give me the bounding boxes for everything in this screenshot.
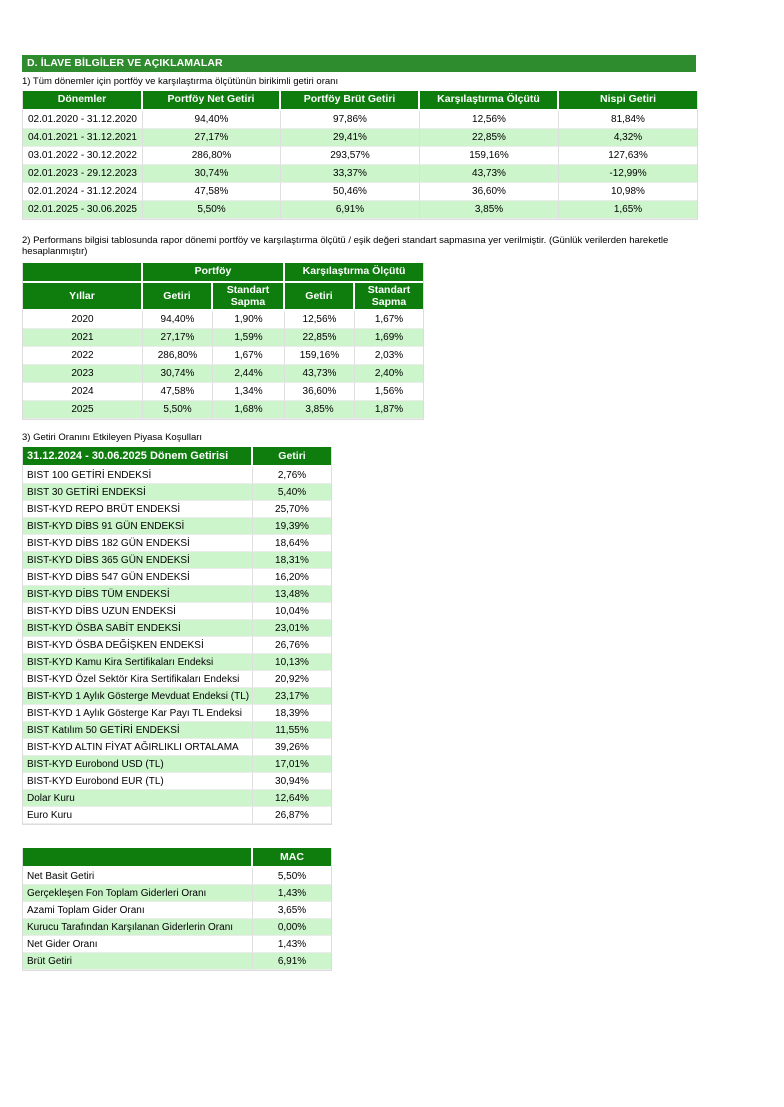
additional-info-section [22, 55, 696, 971]
table-cell: 43,73% [285, 365, 355, 383]
table-cell: 2,76% [253, 467, 331, 484]
table-row [23, 586, 331, 603]
table-cell: 94,40% [143, 111, 281, 129]
table-header-rows [23, 263, 423, 311]
table-cell: 1,56% [355, 383, 423, 401]
table-cell: 1,43% [253, 936, 331, 953]
table-cell: BIST-KYD REPO BRÜT ENDEKSİ [23, 501, 253, 518]
group-header-portfolio: Portföy [143, 263, 285, 283]
table-cell: 159,16% [420, 147, 559, 165]
table-cell: 47,58% [143, 383, 213, 401]
table-cell: Net Basit Getiri [23, 868, 253, 885]
table-row [23, 347, 423, 365]
table-cell: 1,67% [213, 347, 285, 365]
column-header: Portföy Brüt Getiri [281, 91, 420, 111]
table-cell: 36,60% [420, 183, 559, 201]
table-cell: BIST-KYD DİBS TÜM ENDEKSİ [23, 586, 253, 603]
table-row [23, 129, 697, 147]
table-cell: 4,32% [559, 129, 697, 147]
table-cell: 13,48% [253, 586, 331, 603]
table-cell: 6,91% [281, 201, 420, 219]
table-cell: BIST-KYD Eurobond EUR (TL) [23, 773, 253, 790]
table-cell: BIST-KYD DİBS 182 GÜN ENDEKSİ [23, 535, 253, 552]
table-row [23, 401, 423, 419]
table-cell: 23,17% [253, 688, 331, 705]
table-row [23, 902, 331, 919]
table-cell: BIST-KYD ÖSBA DEĞİŞKEN ENDEKSİ [23, 637, 253, 654]
table-cell: 23,01% [253, 620, 331, 637]
table-cell: 20,92% [253, 671, 331, 688]
table-row [23, 365, 423, 383]
table-cell: 25,70% [253, 501, 331, 518]
table-cell: 6,91% [253, 953, 331, 970]
table-cell: 2021 [23, 329, 143, 347]
column-header: Dönemler [23, 91, 143, 111]
table-cell: 04.01.2021 - 31.12.2021 [23, 129, 143, 147]
column-header: Standart Sapma [355, 283, 423, 311]
table-row [23, 936, 331, 953]
column-header: Getiri [143, 283, 213, 311]
table-cell: 03.01.2022 - 30.12.2022 [23, 147, 143, 165]
table-cell: 36,60% [285, 383, 355, 401]
table-row [23, 329, 423, 347]
table-cell: 10,98% [559, 183, 697, 201]
table-cell: 18,64% [253, 535, 331, 552]
table-cell: 12,64% [253, 790, 331, 807]
table-row [23, 383, 423, 401]
table-row [23, 739, 331, 756]
table-cell: 30,94% [253, 773, 331, 790]
table-cell: 02.01.2025 - 30.06.2025 [23, 201, 143, 219]
table-cell: 1,65% [559, 201, 697, 219]
column-header-empty [23, 848, 253, 868]
table-cell: 159,16% [285, 347, 355, 365]
section-title: D. İLAVE BİLGİLER VE AÇIKLAMALAR [22, 55, 696, 72]
table-cell: 10,04% [253, 603, 331, 620]
group-header-empty [23, 263, 143, 283]
table-row [23, 603, 331, 620]
table-row [23, 885, 331, 902]
table-row [23, 535, 331, 552]
table-cell: 1,34% [213, 383, 285, 401]
note-std-dev-line2: hesaplanmıştır) [22, 246, 88, 257]
table-cell: 02.01.2023 - 29.12.2023 [23, 165, 143, 183]
table-row [23, 552, 331, 569]
table-cell: 2,40% [355, 365, 423, 383]
note-cumulative-returns: 1) Tüm dönemler için portföy ve karşılaştırma ölçütünün birikimli getiri oranı [22, 76, 339, 87]
table-cell: Net Gider Oranı [23, 936, 253, 953]
table-row [23, 569, 331, 586]
table-row [23, 518, 331, 535]
table-cell: 5,50% [253, 868, 331, 885]
table-header-row [23, 848, 331, 868]
table-row [23, 756, 331, 773]
table-cell: 1,69% [355, 329, 423, 347]
table-row [23, 773, 331, 790]
table-row [23, 467, 331, 484]
table-cell: 18,31% [253, 552, 331, 569]
table-cell: 47,58% [143, 183, 281, 201]
column-header: Getiri [285, 283, 355, 311]
table-cell: 16,20% [253, 569, 331, 586]
table-cell: 26,87% [253, 807, 331, 824]
table-cell: 26,76% [253, 637, 331, 654]
table-cell: 22,85% [420, 129, 559, 147]
table-cell: BIST-KYD DİBS 91 GÜN ENDEKSİ [23, 518, 253, 535]
table-row [23, 790, 331, 807]
table-cell: 1,59% [213, 329, 285, 347]
table-cell: 27,17% [143, 329, 213, 347]
table-row [23, 484, 331, 501]
table-cell: Dolar Kuru [23, 790, 253, 807]
table-cell: Brüt Getiri [23, 953, 253, 970]
table-row [23, 654, 331, 671]
table-row [23, 165, 697, 183]
table-cell: 22,85% [285, 329, 355, 347]
table-cell: 2023 [23, 365, 143, 383]
column-header-return: Getiri [253, 447, 331, 467]
table-row [23, 111, 697, 129]
table-cell: 293,57% [281, 147, 420, 165]
table-cell: BIST-KYD ALTIN FİYAT AĞIRLIKLI ORTALAMA [23, 739, 253, 756]
table-cell: 81,84% [559, 111, 697, 129]
table-cell: BIST-KYD DİBS 547 GÜN ENDEKSİ [23, 569, 253, 586]
table-cell: 30,74% [143, 165, 281, 183]
table-row [23, 620, 331, 637]
table-cell: BIST-KYD Özel Sektör Kira Sertifikaları Endeksi [23, 671, 253, 688]
group-header-benchmark: Karşılaştırma Ölçütü [285, 263, 423, 283]
cumulative-returns-table [22, 91, 698, 220]
table-cell: 1,67% [355, 311, 423, 329]
table-row [23, 688, 331, 705]
table-cell: -12,99% [559, 165, 697, 183]
column-header-mac: MAC [253, 848, 331, 868]
table-cell: Kurucu Tarafından Karşılanan Giderlerin Oranı [23, 919, 253, 936]
table-cell: 286,80% [143, 147, 281, 165]
table-header-row [23, 447, 331, 467]
table-cell: 94,40% [143, 311, 213, 329]
table-cell: BIST-KYD Eurobond USD (TL) [23, 756, 253, 773]
table-header-row [23, 91, 697, 111]
table-row [23, 311, 423, 329]
table-cell: 3,85% [420, 201, 559, 219]
table-cell: BIST Katılım 50 GETİRİ ENDEKSİ [23, 722, 253, 739]
table-row [23, 953, 331, 970]
table-cell: 18,39% [253, 705, 331, 722]
table-cell: 33,37% [281, 165, 420, 183]
table-cell: BIST-KYD DİBS UZUN ENDEKSİ [23, 603, 253, 620]
table-cell: 19,39% [253, 518, 331, 535]
table-cell: 1,87% [355, 401, 423, 419]
table-cell: 1,43% [253, 885, 331, 902]
table-row [23, 201, 697, 219]
column-header: Karşılaştırma Ölçütü [420, 91, 559, 111]
note-std-dev [22, 235, 696, 258]
table-row [23, 722, 331, 739]
column-header-period: 31.12.2024 - 30.06.2025 Dönem Getirisi [23, 447, 253, 467]
mac-table [22, 848, 332, 971]
column-header: Yıllar [23, 283, 143, 311]
table-row [23, 807, 331, 824]
table-cell: 02.01.2024 - 31.12.2024 [23, 183, 143, 201]
table-cell: 2024 [23, 383, 143, 401]
table-cell: 97,86% [281, 111, 420, 129]
market-conditions-table [22, 447, 332, 825]
table-cell: 27,17% [143, 129, 281, 147]
table-row [23, 183, 697, 201]
table-cell: BIST-KYD DİBS 365 GÜN ENDEKSİ [23, 552, 253, 569]
table-cell: 2022 [23, 347, 143, 365]
table-cell: BIST-KYD Kamu Kira Sertifikaları Endeksi [23, 654, 253, 671]
table-cell: Azami Toplam Gider Oranı [23, 902, 253, 919]
table-cell: 10,13% [253, 654, 331, 671]
column-header: Portföy Net Getiri [143, 91, 281, 111]
table-cell: 39,26% [253, 739, 331, 756]
table-row [23, 705, 331, 722]
table-cell: BIST-KYD 1 Aylık Gösterge Kar Payı TL Endeksi [23, 705, 253, 722]
table-row [23, 919, 331, 936]
table-row [23, 501, 331, 518]
column-header: Standart Sapma [213, 283, 285, 311]
table-cell: 3,65% [253, 902, 331, 919]
table-cell: 43,73% [420, 165, 559, 183]
table-cell: Euro Kuru [23, 807, 253, 824]
table-cell: BIST-KYD ÖSBA SABİT ENDEKSİ [23, 620, 253, 637]
table-cell: BIST 100 GETİRİ ENDEKSİ [23, 467, 253, 484]
table-cell: 29,41% [281, 129, 420, 147]
table-row [23, 671, 331, 688]
table-row [23, 868, 331, 885]
std-dev-table [22, 263, 424, 420]
table-cell: 0,00% [253, 919, 331, 936]
table-cell: BIST-KYD 1 Aylık Gösterge Mevduat Endeksi (TL) [23, 688, 253, 705]
note-std-dev-line1: 2) Performans bilgisi tablosunda rapor dönemi portföy ve karşılaştırma ölçütü / eşik değeri standart sapmasına yer verilmiştir. (Günlük verilerden hareketle [22, 234, 669, 246]
table-cell: Gerçekleşen Fon Toplam Giderleri Oranı [23, 885, 253, 902]
table-cell: 50,46% [281, 183, 420, 201]
table-cell: 02.01.2020 - 31.12.2020 [23, 111, 143, 129]
table-cell: 30,74% [143, 365, 213, 383]
table-cell: 11,55% [253, 722, 331, 739]
table-cell: 2020 [23, 311, 143, 329]
table-cell: 5,50% [143, 201, 281, 219]
table-cell: 3,85% [285, 401, 355, 419]
table-cell: BIST 30 GETİRİ ENDEKSİ [23, 484, 253, 501]
table-cell: 1,90% [213, 311, 285, 329]
column-header: Nispi Getiri [559, 91, 697, 111]
note-market-conditions: 3) Getiri Oranını Etkileyen Piyasa Koşulları [22, 431, 203, 443]
table-cell: 17,01% [253, 756, 331, 773]
table-cell: 127,63% [559, 147, 697, 165]
table-cell: 2,03% [355, 347, 423, 365]
table-cell: 12,56% [285, 311, 355, 329]
table-cell: 2,44% [213, 365, 285, 383]
table-cell: 1,68% [213, 401, 285, 419]
table-cell: 5,50% [143, 401, 213, 419]
table-cell: 286,80% [143, 347, 213, 365]
table-cell: 12,56% [420, 111, 559, 129]
table-row [23, 147, 697, 165]
table-cell: 2025 [23, 401, 143, 419]
table-cell: 5,40% [253, 484, 331, 501]
table-row [23, 637, 331, 654]
